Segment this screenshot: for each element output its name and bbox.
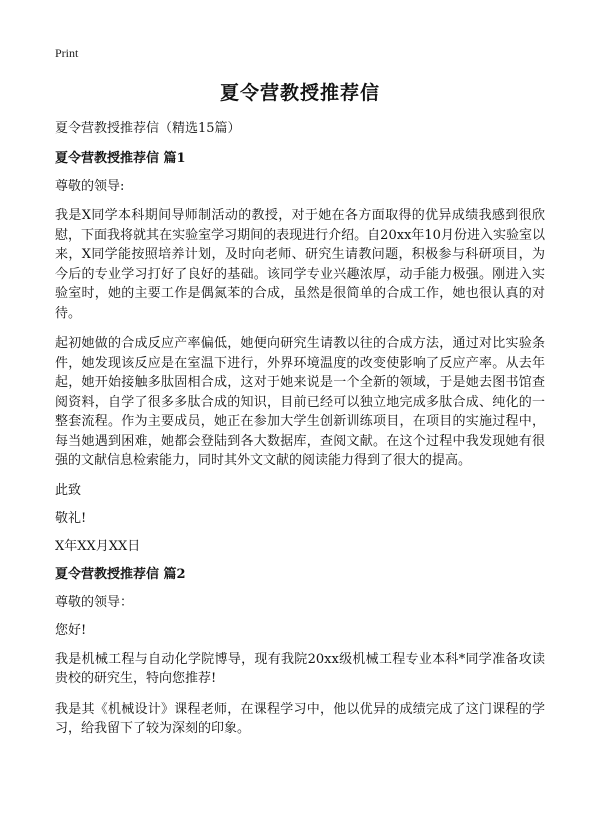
section-heading-2: 夏令营教授推荐信 篇2 — [55, 566, 186, 582]
print-label: Print — [55, 46, 79, 60]
closing-line-2: 敬礼! — [55, 510, 87, 526]
letter-date: X年XX月XX日 — [55, 538, 141, 554]
section-heading-1: 夏令营教授推荐信 篇1 — [55, 151, 186, 166]
salutation-2: 尊敬的领导： — [55, 594, 134, 610]
paragraph: 我是其《机械设计》课程老师，在课程学习中，他以优异的成绩完成了这门课程的学习，给我留下了较为深刻的印象。 — [55, 701, 545, 736]
greeting-2: 您好! — [55, 622, 87, 638]
closing-line-1: 此致 — [55, 482, 82, 498]
document-body — [55, 120, 545, 750]
document-subtitle: 夏令营教授推荐信（精选15篇） — [55, 121, 241, 136]
salutation-1: 尊敬的领导: — [55, 179, 125, 194]
paragraph: 起初她做的合成反应产率偏低，她便向研究生请教以往的合成方法，通过对比实验条件，她发现该反应是在室温下进行，外界环境温度的改变使影响了反应产率。从去年起，她开始接触多肽固相合成，这对于她来说是一个全新的领域，于是她去图书馆查阅资料，自学了很多多肽合成的知识，目前已经可以独立地完成多肽合成、纯化的一整套流程。作为主要成员，她正在参加大学生创新训练项目，在项目的实施过程中，每当她遇到困难，她都会登陆到各大数据库，查阅文献。在这个过程中我发现她有很强的文献信息检索能力，同时其外文文献的阅读能力得到了很大的提高。 — [55, 336, 545, 468]
paragraph: 我是X同学本科期间导师制活动的教授，对于她在各方面取得的优异成绩我感到很欣慰，下面我将就其在实验室学习期间的表现进行介绍。自20xx年10月份进入实验室以来，X同学能按照培养计划，及时向老师、研究生请教问题，积极参与科研项目，为今后的专业学习打好了良好的基础。该同学专业兴趣浓厚，动手能力极强。刚进入实验室时，她的主要工作是偶氮苯的合成，虽然是很简单的合成工作，她也很认真的对待。 — [55, 208, 545, 321]
page-title: 夏令营教授推荐信 — [219, 82, 380, 104]
paragraph: 我是机械工程与自动化学院博导，现有我院20xx级机械工程专业本科*同学准备攻读贵校的研究生，特向您推荐! — [55, 651, 545, 686]
